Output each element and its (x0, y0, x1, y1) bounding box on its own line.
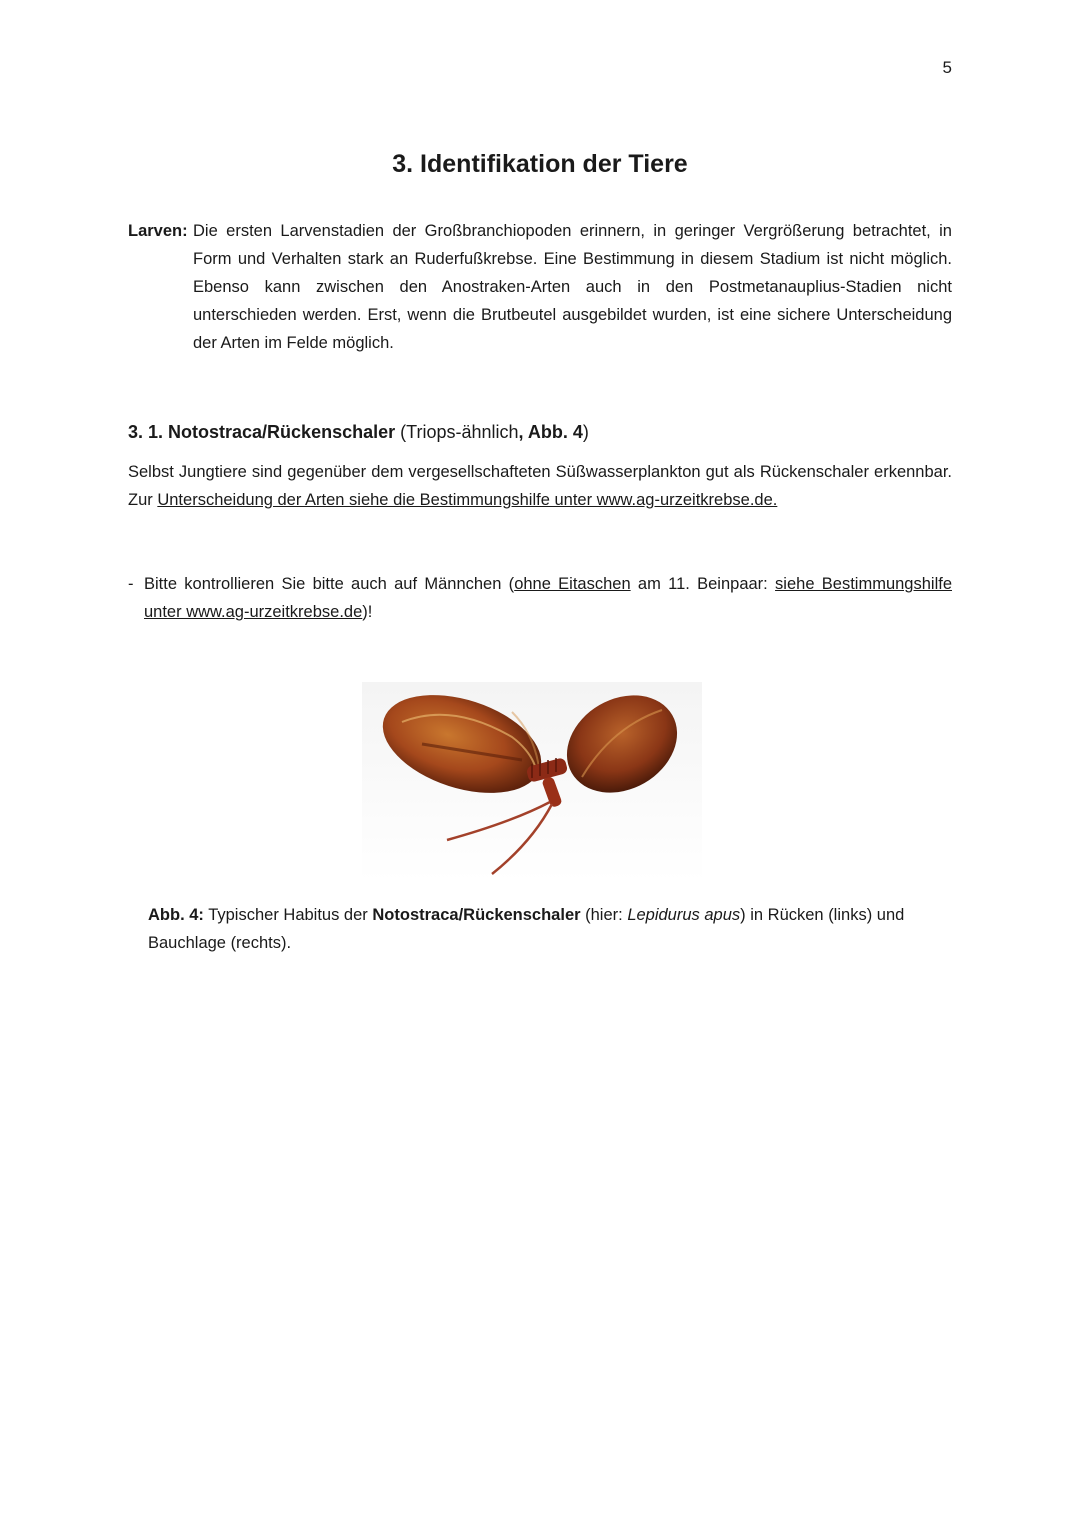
intro-link[interactable]: Unterscheidung der Arten siehe die Bestimmungshilfe unter www.ag-urzeitkrebse.de. (157, 491, 778, 509)
section-title-paren: (Triops-ähnlic (395, 422, 509, 442)
caption-bold: Notostraca/Rückenschaler (372, 906, 581, 924)
page-title: 3. Identifikation der Tiere (392, 150, 688, 178)
intro-text: Selbst Jungtiere sind gegenüber dem vergesellschafteten Süßwasserplankton gut als Rückenschaler erkennbar. Zur (128, 463, 952, 509)
caption-text-b: (hier: (580, 906, 628, 924)
caption-species: Lepidurus apus (627, 906, 741, 924)
bullet-text-c: )! (362, 603, 373, 621)
section-intro (128, 458, 952, 514)
larvae-paragraph (128, 217, 952, 357)
caption-text-c: ) in Rücken (links) und Bauchlage (rechts). (148, 906, 905, 952)
section-heading (128, 418, 952, 446)
larvae-label: Larven: (128, 222, 188, 240)
note-bullet (128, 570, 952, 626)
bullet-link-eitaschen[interactable]: ohne Eitaschen (514, 575, 631, 593)
notostraca-illustration (362, 682, 702, 882)
section-title-close: ) (582, 422, 589, 442)
section-title-h: h (508, 422, 519, 442)
bullet-text-b: am 11. Beinpaar: (630, 575, 776, 593)
bullet-text (128, 570, 952, 626)
section-title: 3. 1. Notostraca/Rückenschaler (128, 422, 396, 442)
caption-text-a: Typischer Habitus der (203, 906, 373, 924)
figure-notostraca-photo (362, 682, 702, 882)
larvae-text: Die ersten Larvenstadien der Großbranchiopoden erinnern, in geringer Vergrößerung betrachtet, in Form und Verhalten stark an Ruderfußkrebse. Eine Bestimmung in diesem Stadium ist nicht möglich. Ebenso kann zwischen den Anostraken-Arten auch in den Postmetanauplius-Stadien nicht unterschieden werden. Erst, wenn die Brutbeutel ausgebildet wurden, ist eine sichere Unterscheidung der Arten im Felde möglich. (193, 222, 952, 352)
bullet-dash: - (128, 575, 134, 593)
bullet-text-a: Bitte kontrollieren Sie bitte auch auf Männchen ( (144, 575, 515, 593)
caption-label: Abb. 4: (148, 906, 204, 924)
bullet-link-bestimmungshilfe[interactable]: siehe Bestimmungshilfe unter www.ag-urzeitkrebse.de (144, 575, 952, 621)
section-title-figure-ref: , Abb. 4 (518, 422, 583, 442)
page-number: 5 (942, 58, 952, 77)
figure-caption (148, 901, 938, 957)
